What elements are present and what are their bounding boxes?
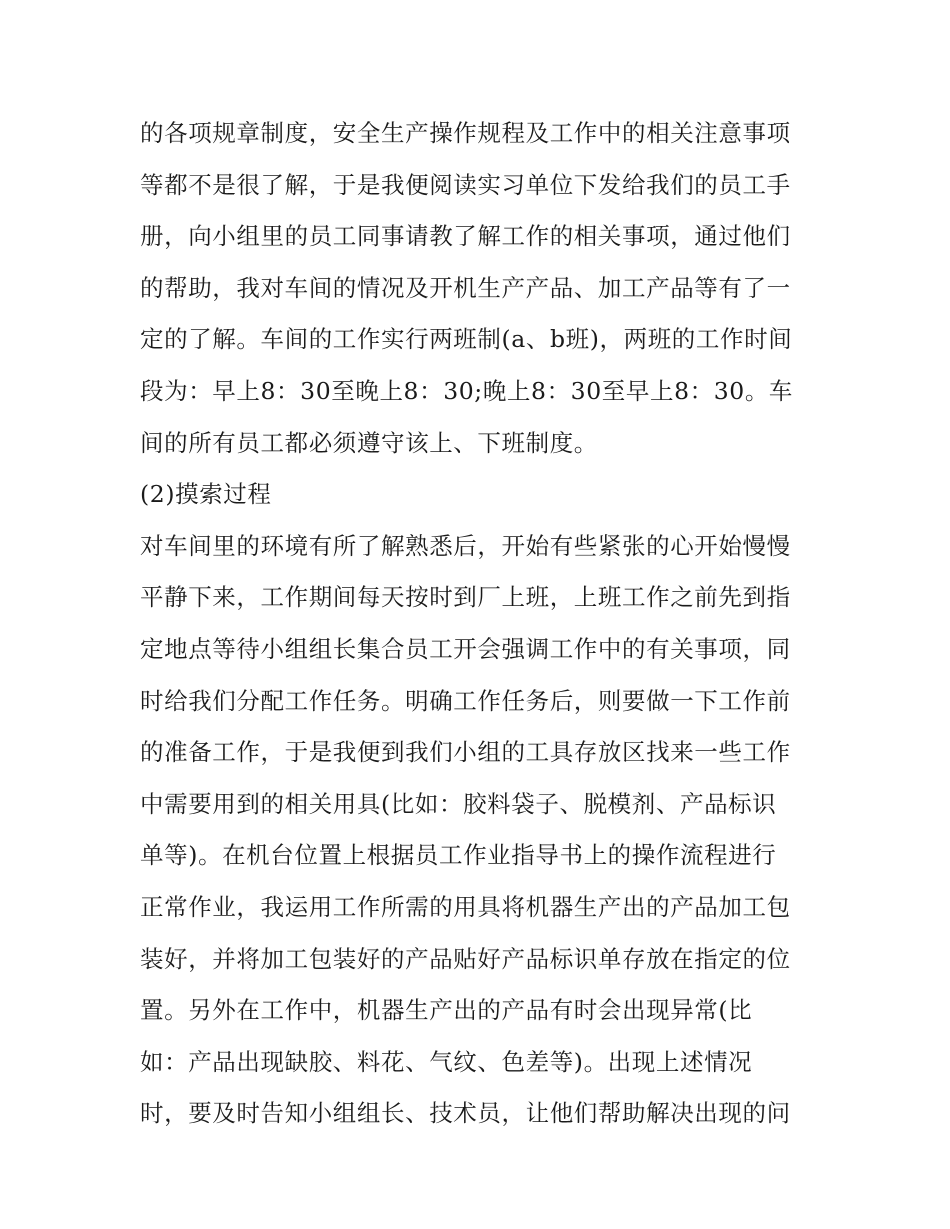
text-line: 册，向小组里的员工同事请教了解工作的相关事项，通过他们 bbox=[140, 222, 791, 251]
text-line: 装好，并将加工包装好的产品贴好产品标识单存放在指定的位 bbox=[140, 944, 791, 973]
text-line: 中需要用到的相关用具(比如：胶料袋子、脱模剂、产品标识 bbox=[140, 789, 777, 818]
body-text bbox=[140, 108, 820, 1140]
text-line: 时给我们分配工作任务。明确工作任务后，则要做一下工作前 bbox=[140, 686, 791, 715]
text-line: 定的了解。车间的工作实行两班制(a、b班)，两班的工作时间 bbox=[140, 325, 793, 354]
text-line: 正常作业，我运用工作所需的用具将机器生产出的产品加工包 bbox=[140, 892, 791, 921]
text-line: 间的所有员工都必须遵守该上、下班制度。 bbox=[140, 428, 598, 457]
text-line: 等都不是很了解，于是我便阅读实习单位下发给我们的员工手 bbox=[140, 170, 791, 199]
text-line: 时，要及时告知小组组长、技术员，让他们帮助解决出现的问 bbox=[140, 1099, 791, 1128]
text-line: 的帮助，我对车间的情况及开机生产产品、加工产品等有了一 bbox=[140, 273, 791, 302]
text-line: 对车间里的环境有所了解熟悉后，开始有些紧张的心开始慢慢 bbox=[140, 531, 791, 560]
text-line: 平静下来，工作期间每天按时到厂上班，上班工作之前先到指 bbox=[140, 583, 791, 612]
text-line: 单等)。在机台位置上根据员工作业指导书上的操作流程进行 bbox=[140, 841, 777, 870]
text-line: 置。另外在工作中，机器生产出的产品有时会出现异常(比 bbox=[140, 996, 753, 1025]
text-line: 如：产品出现缺胶、料花、气纹、色差等)。出现上述情况 bbox=[140, 1047, 753, 1076]
text-line: 的准备工作，于是我便到我们小组的工具存放区找来一些工作 bbox=[140, 738, 791, 767]
text-line: 定地点等待小组组长集合员工开会强调工作中的有关事项，同 bbox=[140, 634, 791, 663]
text-line: 的各项规章制度，安全生产操作规程及工作中的相关注意事项 bbox=[140, 119, 791, 147]
text-line: 段为：早上8：30至晚上8：30;晚上8：30至早上8：30。车 bbox=[140, 376, 794, 405]
section-heading: (2)摸索过程 bbox=[140, 480, 272, 509]
